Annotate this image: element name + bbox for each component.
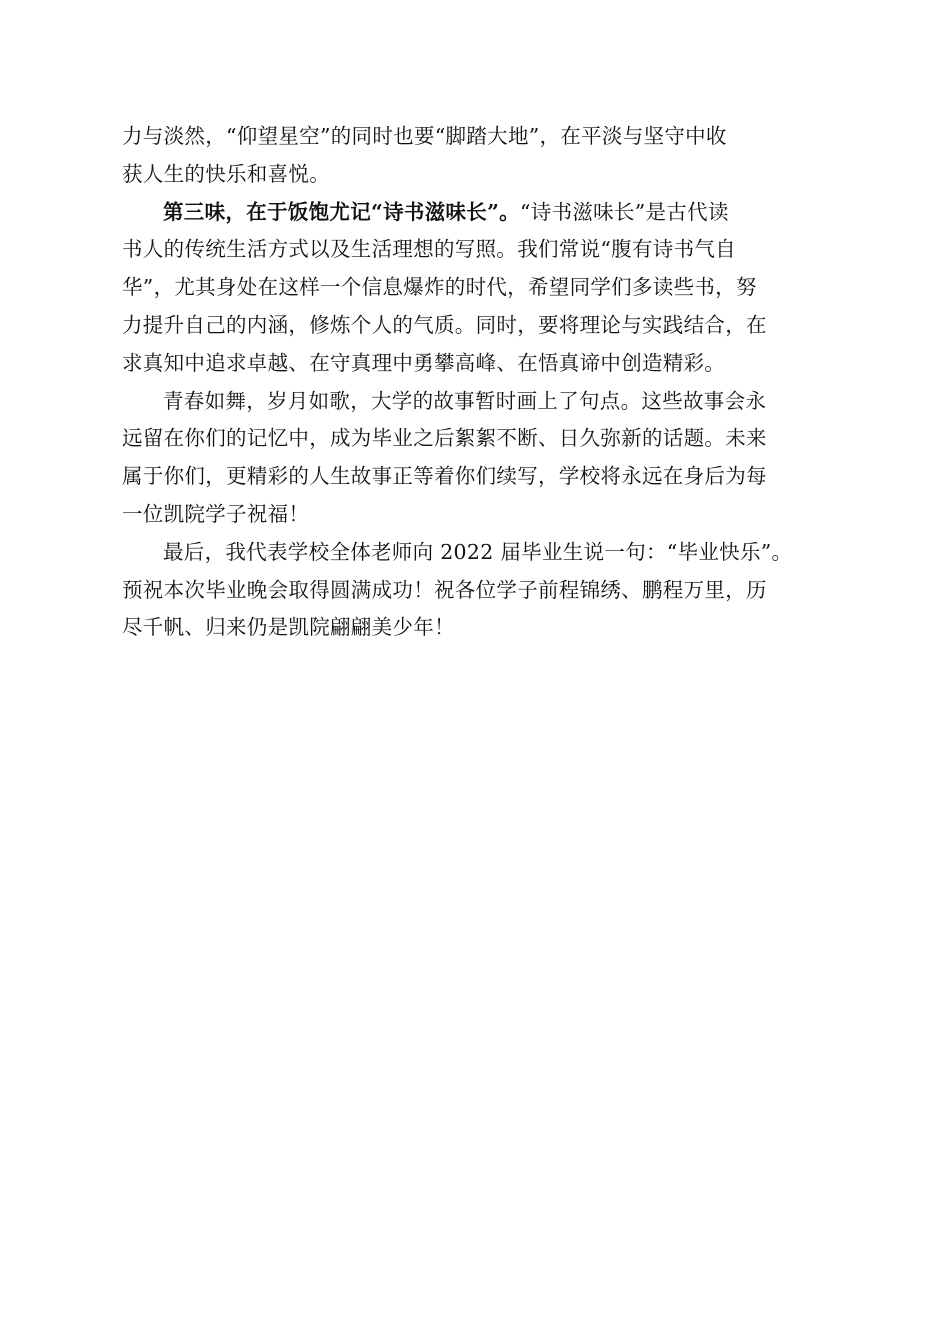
text-line: 力提升自己的内涵，修炼个人的气质。同时，要将理论与实践结合，在 [122, 312, 767, 337]
text-line: 远留在你们的记忆中，成为毕业之后絮絮不断、日久弥新的话题。未来 [122, 426, 767, 451]
paragraph-3 [122, 383, 838, 534]
bold-lead-sentence: 第三味，在于饭饱尤记“诗书滋味长”。 [163, 199, 520, 224]
text-line: 青春如舞，岁月如歌，大学的故事暂时画上了句点。这些故事会永 [163, 388, 767, 413]
paragraph-1 [122, 118, 838, 194]
text-line: 华”，尤其身处在这样一个信息爆炸的时代，希望同学们多读些书，努 [122, 275, 757, 300]
text-line: 预祝本次毕业晚会取得圆满成功！祝各位学子前程锦绣、鹏程万里，历 [122, 577, 767, 602]
text-line: 书人的传统生活方式以及生活理想的写照。我们常说“腹有诗书气自 [122, 237, 736, 262]
text-line: 属于你们，更精彩的人生故事正等着你们续写，学校将永远在身后为每 [122, 464, 767, 489]
text-run: “诗书滋味长”是古代读 [519, 199, 729, 224]
text-line: 求真知中追求卓越、在守真理中勇攀高峰、在悟真谛中创造精彩。 [122, 350, 726, 375]
text-line: 最后，我代表学校全体老师向 2022 届毕业生说一句：“毕业快乐”。 [163, 539, 793, 564]
text-line: 一位凯院学子祝福！ [122, 501, 310, 526]
document-body [122, 118, 838, 647]
text-line: 获人生的快乐和喜悦。 [122, 161, 330, 186]
paragraph-4 [122, 534, 838, 647]
text-line [122, 194, 838, 232]
text-line: 力与淡然，“仰望星空”的同时也要“脚踏大地”，在平淡与坚守中收 [122, 124, 727, 148]
paragraph-2 [122, 194, 838, 383]
text-line: 尽千帆、归来仍是凯院翩翩美少年！ [122, 615, 455, 640]
